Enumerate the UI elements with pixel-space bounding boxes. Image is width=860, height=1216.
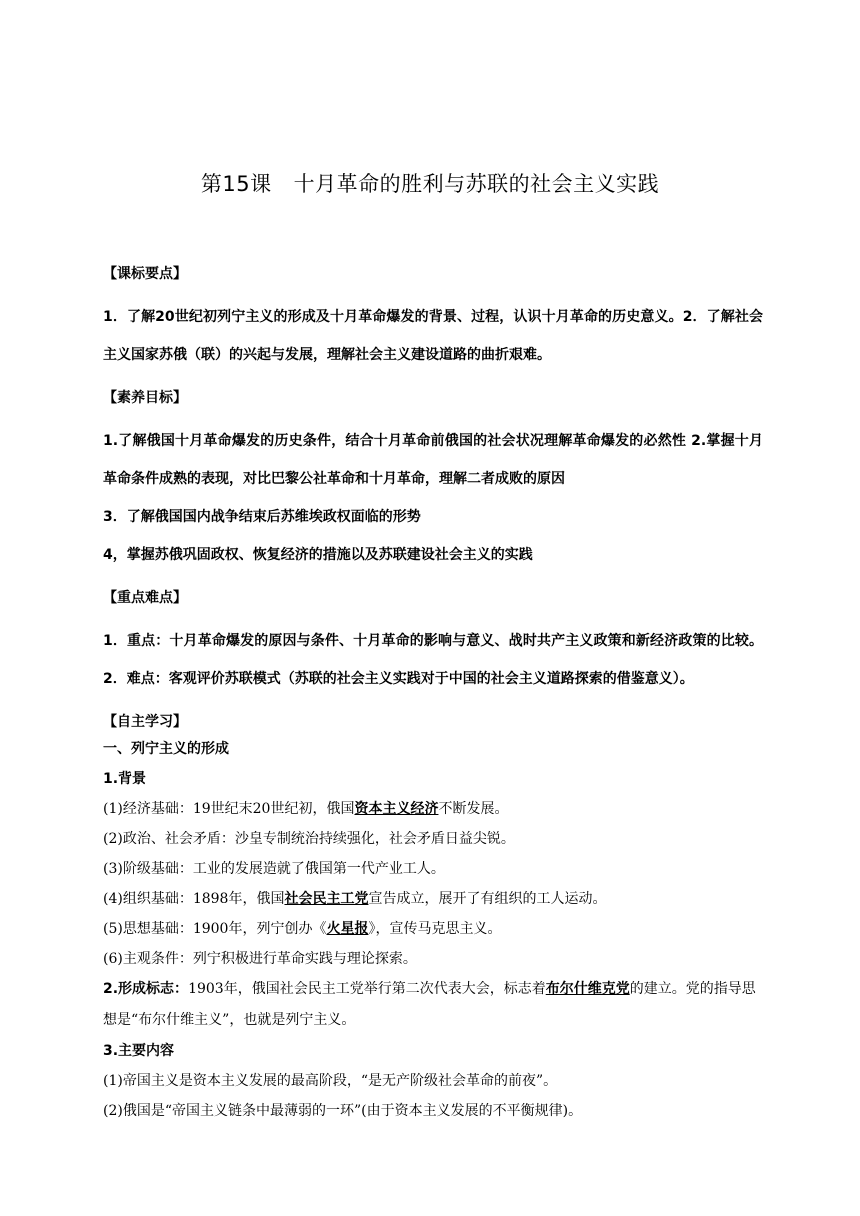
part-heading-1: 一、列宁主义的形成 (103, 741, 229, 757)
goals-paragraph-1: 1.了解俄国十月革命爆发的历史条件，结合十月革命前俄国的社会状况理解革命爆发的必然性 2.掌握十月革命条件成熟的表现，对比巴黎公社革命和十月革命，理解二者成败的原因 (103, 433, 763, 487)
content-item-2: (2)俄国是“帝国主义链条中最薄弱的一环”(由于资本主义发展的不平衡规律)。 (103, 1103, 583, 1119)
section-heading-key-points: 【重点难点】 (103, 590, 187, 606)
background-item-2: (2)政治、社会矛盾：沙皇专制统治持续强化，社会矛盾日益尖锐。 (103, 831, 515, 847)
background-item-4: (4)组织基础：1898年，俄国社会民主工党宣告成立，展开了有组织的工人运动。 (103, 891, 607, 907)
keyword-social-democratic-party: 社会民主工党 (284, 891, 369, 907)
subheading-formation-mark: 2.形成标志： (103, 981, 189, 997)
key-points-paragraph: 1．重点：十月革命爆发的原因与条件、十月革命的影响与意义、战时共产主义政策和新经济政策的比较。2．难点：客观评价苏联模式（苏联的社会主义实践对于中国的社会主义道路探索的借鉴意义）。 (103, 633, 763, 687)
background-item-6: (6)主观条件：列宁积极进行革命实践与理论探索。 (103, 951, 417, 967)
standards-paragraph: 1．了解20世纪初列宁主义的形成及十月革命爆发的背景、过程，认识十月革命的历史意义。2．了解社会主义国家苏俄（联）的兴起与发展，理解社会主义建设道路的曲折艰难。 (103, 309, 763, 363)
content-item-1: (1)帝国主义是资本主义发展的最高阶段，“是无产阶级社会革命的前夜”。 (103, 1073, 558, 1089)
goals-paragraph-3: 3．了解俄国国内战争结束后苏维埃政权面临的形势 (103, 509, 421, 525)
page-title (0, 168, 860, 198)
formation-mark-paragraph: 2.形成标志：1903年，俄国社会民主工党举行第二次代表大会，标志着布尔什维克党的建立。党的指导思想是“布尔什维主义”，也就是列宁主义。 (103, 981, 756, 1028)
section-heading-goals: 【素养目标】 (103, 390, 187, 406)
document-body (103, 262, 763, 1126)
goals-paragraph-4: 4，掌握苏俄巩固政权、恢复经济的措施以及苏联建设社会主义的实践 (103, 547, 533, 563)
keyword-iskra: 火星报 (326, 921, 369, 937)
background-item-5: (5)思想基础：1900年，列宁创办《火星报》，宣传马克思主义。 (103, 921, 502, 937)
subheading-main-content: 3.主要内容 (103, 1043, 175, 1059)
keyword-bolshevik-party: 布尔什维克党 (545, 981, 630, 997)
lesson-title: 十月革命的胜利与苏联的社会主义实践 (293, 172, 660, 196)
section-heading-self-study: 【自主学习】 (103, 714, 187, 730)
background-item-1: (1)经济基础：19世纪末20世纪初，俄国资本主义经济不断发展。 (103, 801, 509, 817)
keyword-capitalist-economy: 资本主义经济 (354, 801, 439, 817)
section-heading-standards: 【课标要点】 (103, 266, 187, 282)
background-item-3: (3)阶级基础：工业的发展造就了俄国第一代产业工人。 (103, 861, 445, 877)
subheading-background: 1.背景 (103, 771, 147, 787)
lesson-number: 第15课 (200, 172, 272, 196)
